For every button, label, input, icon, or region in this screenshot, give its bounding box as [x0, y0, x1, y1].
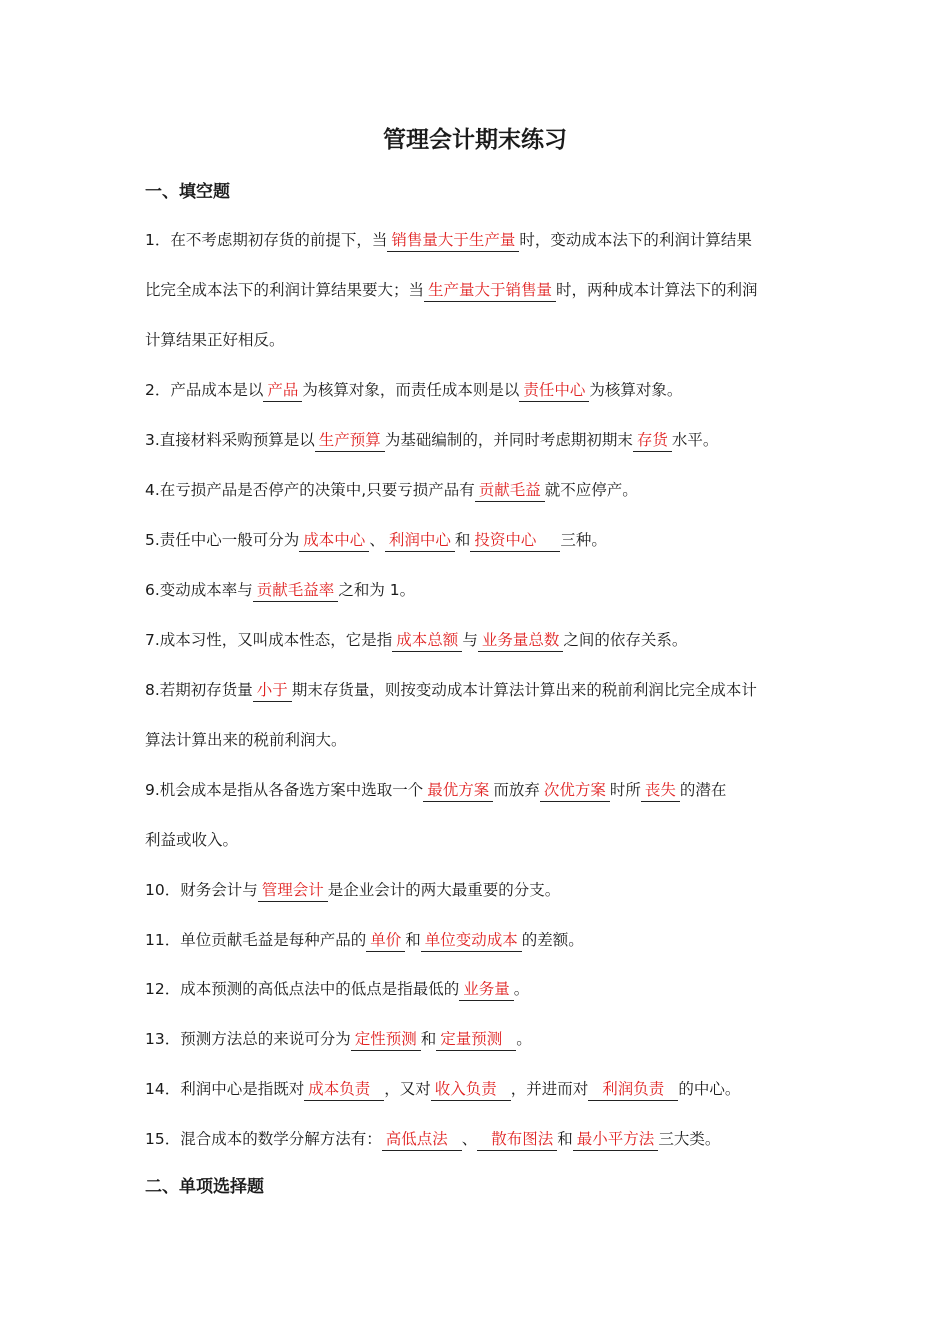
question-text: 7.成本习性，又叫成本性态，它是指 — [145, 631, 393, 649]
question-text: 13．预测方法总的来说可分为 — [145, 1030, 351, 1048]
answer-blank — [258, 879, 328, 902]
answer-text: 高低点法 — [385, 1130, 448, 1148]
question-line-q12 — [145, 977, 529, 1001]
question-line-q8a — [145, 678, 757, 702]
question-text: 比完全成本法下的利润计算结果要大；当 — [145, 281, 425, 299]
question-text: 3.直接材料采购预算是以 — [145, 431, 315, 449]
answer-blank — [641, 779, 680, 802]
question-line-q11 — [145, 928, 584, 952]
answer-text: 定量预测 — [440, 1030, 503, 1048]
question-line-q15 — [145, 1127, 720, 1151]
question-text: 的潜在 — [679, 781, 727, 799]
answer-text: 丧失 — [644, 781, 676, 799]
answer-blank — [424, 279, 556, 302]
answer-blank — [387, 229, 519, 252]
question-text: 和 — [454, 531, 471, 549]
answer-blank — [540, 779, 610, 802]
question-text: 期末存货量，则按变动成本计算法计算出来的税前利润比完全成本计 — [291, 681, 757, 699]
question-text: 三大类。 — [658, 1130, 721, 1148]
answer-blank — [382, 1128, 462, 1151]
question-text: 和 — [557, 1130, 573, 1148]
answer-text: 生产预算 — [318, 431, 381, 449]
question-line-q9a — [145, 778, 726, 802]
question-line-q4 — [145, 478, 638, 502]
answer-blank — [519, 379, 589, 402]
answer-text: 业务量 — [463, 980, 510, 998]
question-text: ，并进而对 — [510, 1080, 589, 1098]
answer-text: 投资中心 — [474, 531, 537, 549]
question-line-q14 — [145, 1077, 740, 1101]
question-text: 6.变动成本率与 — [145, 581, 253, 599]
question-text: 与 — [462, 631, 478, 649]
question-text: 11．单位贡献毛益是每种产品的 — [145, 931, 367, 949]
answer-blank — [304, 1078, 384, 1101]
question-text: 15．混合成本的数学分解方法有： — [145, 1130, 382, 1148]
question-line-q9b — [145, 828, 238, 852]
answer-text: 利润负责 — [602, 1080, 665, 1098]
answer-text: 最小平方法 — [576, 1130, 655, 1148]
answer-blank — [478, 629, 564, 652]
answer-blank — [633, 429, 672, 452]
question-line-q6 — [145, 578, 415, 602]
question-text: 之间的依存关系。 — [563, 631, 688, 649]
question-text: 就不应停产。 — [544, 481, 638, 499]
question-text: 的中心。 — [678, 1080, 741, 1098]
answer-blank — [436, 1028, 516, 1051]
question-text: 是企业会计的两大最重要的分支。 — [327, 881, 561, 899]
answer-text: 成本中心 — [303, 531, 366, 549]
question-line-q7 — [145, 628, 687, 652]
answer-text: 管理会计 — [261, 881, 324, 899]
question-text: 三种。 — [560, 531, 607, 549]
answer-text: 业务量总数 — [481, 631, 560, 649]
question-text: 为核算对象。 — [589, 381, 683, 399]
question-text: 利益或收入。 — [145, 831, 239, 849]
question-text: 14．利润中心是指既对 — [145, 1080, 305, 1098]
answer-text: 定性预测 — [354, 1030, 417, 1048]
answer-text: 销售量大于生产量 — [391, 231, 516, 249]
answer-text: 单位变动成本 — [424, 931, 518, 949]
answer-blank — [573, 1128, 659, 1151]
question-text: 12．成本预测的高低点法中的低点是指最低的 — [145, 980, 460, 998]
question-text: 算法计算出来的税前利润大。 — [145, 731, 347, 749]
question-text: 、 — [461, 1130, 478, 1148]
question-text: 而放弃 — [493, 781, 540, 799]
question-text: 水平。 — [671, 431, 719, 449]
answer-text: 成本总额 — [396, 631, 459, 649]
answer-blank — [431, 1078, 511, 1101]
answer-blank — [423, 779, 493, 802]
answer-blank — [475, 479, 545, 502]
question-text: 2．产品成本是以 — [145, 381, 264, 399]
question-text: 为核算对象，而责任成本则是以 — [302, 381, 520, 399]
question-line-q8b — [145, 728, 347, 752]
question-line-q1c — [145, 328, 285, 352]
question-text: 8.若期初存货量 — [145, 681, 253, 699]
question-text: 时所 — [609, 781, 641, 799]
section-heading-single-choice: 二、单项选择题 — [145, 1177, 264, 1197]
question-text: 时，两种成本计算法下的利润 — [556, 281, 758, 299]
section-heading-fill-in: 一、填空题 — [145, 182, 230, 202]
question-line-q3 — [145, 428, 718, 452]
answer-text: 利润中心 — [388, 531, 451, 549]
answer-text: 存货 — [636, 431, 668, 449]
question-line-q10 — [145, 878, 560, 902]
question-text: 和 — [405, 931, 421, 949]
question-line-q1b — [145, 278, 758, 302]
question-text: 5.责任中心一般可分为 — [145, 531, 300, 549]
question-text: ，又对 — [384, 1080, 431, 1098]
answer-blank — [253, 679, 292, 702]
answer-blank — [459, 978, 514, 1001]
answer-text: 生产量大于销售量 — [428, 281, 553, 299]
answer-text: 责任中心 — [523, 381, 586, 399]
answer-text: 产品 — [267, 381, 299, 399]
question-line-q2 — [145, 378, 682, 402]
question-text: 之和为 1。 — [338, 581, 416, 599]
answer-blank — [315, 429, 385, 452]
answer-blank — [470, 529, 560, 552]
question-text: 。 — [516, 1030, 532, 1048]
question-text: 10．财务会计与 — [145, 881, 258, 899]
answer-text: 散布图法 — [491, 1130, 554, 1148]
question-text: 计算结果正好相反。 — [145, 331, 285, 349]
question-text: 为基础编制的，并同时考虑期初期末 — [384, 431, 633, 449]
answer-text: 成本负责 — [308, 1080, 371, 1098]
answer-text: 贡献毛益率 — [256, 581, 335, 599]
answer-blank — [588, 1078, 678, 1101]
question-line-q5 — [145, 528, 607, 552]
answer-text: 小于 — [256, 681, 288, 699]
answer-blank — [263, 379, 302, 402]
answer-blank — [253, 579, 339, 602]
answer-text: 单价 — [370, 931, 402, 949]
answer-blank — [299, 529, 369, 552]
answer-text: 贡献毛益 — [478, 481, 541, 499]
answer-blank — [366, 929, 405, 952]
question-text: 的差额。 — [521, 931, 584, 949]
answer-blank — [351, 1028, 421, 1051]
answer-text: 次优方案 — [543, 781, 606, 799]
question-line-q13 — [145, 1027, 532, 1051]
answer-blank — [477, 1128, 557, 1151]
answer-text: 收入负责 — [434, 1080, 497, 1098]
question-text: 。 — [513, 980, 530, 998]
question-line-q1a — [145, 228, 752, 252]
answer-blank — [385, 529, 455, 552]
question-text: 和 — [420, 1030, 437, 1048]
question-text: 4.在亏损产品是否停产的决策中,只要亏损产品有 — [145, 481, 475, 499]
answer-blank — [392, 629, 462, 652]
question-text: 、 — [369, 531, 385, 549]
answer-blank — [421, 929, 522, 952]
answer-text: 最优方案 — [427, 781, 490, 799]
question-text: 时，变动成本法下的利润计算结果 — [519, 231, 752, 249]
question-text: 9.机会成本是指从各备选方案中选取一个 — [145, 781, 424, 799]
page-title: 管理会计期末练习 — [383, 127, 567, 153]
question-text: 1．在不考虑期初存货的前提下，当 — [145, 231, 388, 249]
